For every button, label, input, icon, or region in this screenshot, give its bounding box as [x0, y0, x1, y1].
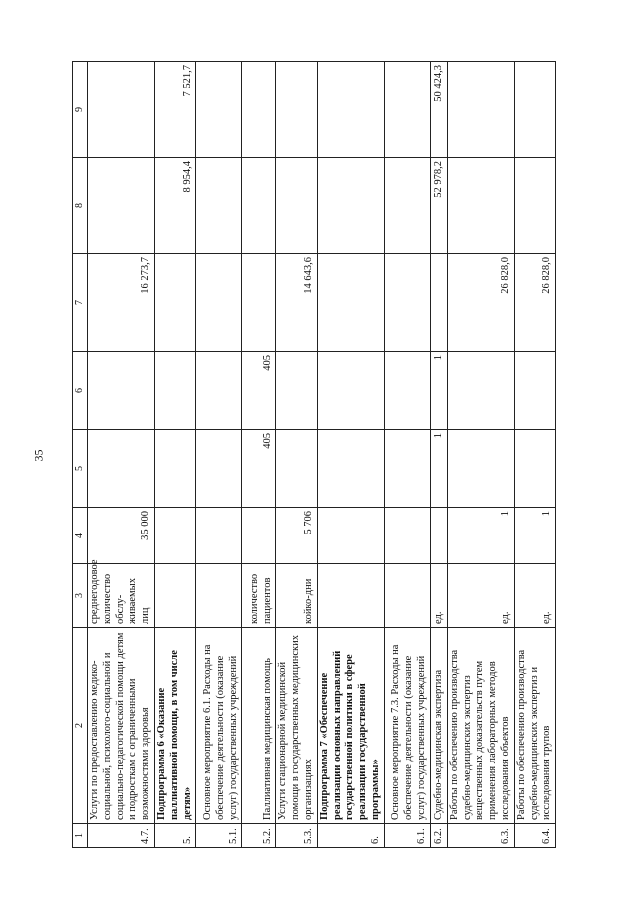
row-col5	[384, 430, 430, 508]
table-row	[276, 62, 317, 848]
row-col6	[154, 352, 195, 430]
table-row	[196, 62, 242, 848]
row-col6	[196, 352, 242, 430]
row-col4	[384, 508, 430, 564]
row-col4: 5 706	[276, 508, 317, 564]
services-table	[72, 61, 556, 848]
row-col6	[88, 352, 155, 430]
row-col8	[514, 158, 555, 254]
row-unit: среднегодовое количество обслу-живаемых лиц	[88, 564, 155, 628]
row-col7	[154, 254, 195, 352]
row-number: 6.3.	[447, 824, 514, 848]
row-unit: ед.	[430, 564, 447, 628]
row-number: 4.7.	[88, 824, 155, 848]
header-cell: 7	[73, 254, 88, 352]
row-col6	[384, 352, 430, 430]
page-number: 35	[31, 449, 46, 462]
row-col7: 14 643,6	[276, 254, 317, 352]
row-name: Подпрограмма 6 «Оказание паллиативной помощи, в том числе детям»	[154, 628, 195, 824]
row-unit	[317, 564, 384, 628]
row-col4	[242, 508, 276, 564]
row-col4	[196, 508, 242, 564]
row-col7	[317, 254, 384, 352]
row-name: Основное мероприятие 7.3. Расходы на обеспечение деятельности (оказание услуг) государственных учреждений	[384, 628, 430, 824]
row-col8	[88, 158, 155, 254]
row-col7: 26 828,0	[514, 254, 555, 352]
row-col8: 8 954,4	[154, 158, 195, 254]
row-col8	[242, 158, 276, 254]
row-col9	[276, 62, 317, 158]
row-col7: 26 828,0	[447, 254, 514, 352]
row-col4: 1	[514, 508, 555, 564]
table-row	[447, 62, 514, 848]
row-name: Судебно-медицинская экспертиза	[430, 628, 447, 824]
table-row	[242, 62, 276, 848]
row-col6: 1	[430, 352, 447, 430]
row-col5	[196, 430, 242, 508]
header-cell: 8	[73, 158, 88, 254]
row-col9	[384, 62, 430, 158]
table-row	[154, 62, 195, 848]
row-col4	[317, 508, 384, 564]
row-col4	[430, 508, 447, 564]
row-col8: 52 978,2	[430, 158, 447, 254]
row-unit: койко-дни	[276, 564, 317, 628]
row-col8	[196, 158, 242, 254]
rotated-table-sheet	[72, 62, 553, 848]
row-col6	[447, 352, 514, 430]
row-name: Основное мероприятие 6.1. Расходы на обеспечение деятельности (оказание услуг) государственных учреждений	[196, 628, 242, 824]
row-col5	[88, 430, 155, 508]
row-name: Услуги по предоставлению медико-социальной, психолого-социальной и социально-педагогической помощи детям и подросткам с ограниченными возможностями здоровья	[88, 628, 155, 824]
row-col6: 405	[242, 352, 276, 430]
row-unit	[154, 564, 195, 628]
row-col5: 405	[242, 430, 276, 508]
table-row	[88, 62, 155, 848]
row-number: 5.	[154, 824, 195, 848]
row-col4: 35 000	[88, 508, 155, 564]
row-col7	[430, 254, 447, 352]
row-name: Паллиативная медицинская помощь	[242, 628, 276, 824]
row-unit: количество пациентов	[242, 564, 276, 628]
row-col7	[196, 254, 242, 352]
row-col9	[514, 62, 555, 158]
row-col8	[447, 158, 514, 254]
row-col9: 50 424,3	[430, 62, 447, 158]
header-cell: 5	[73, 430, 88, 508]
row-col6	[276, 352, 317, 430]
row-col9	[88, 62, 155, 158]
table-row	[384, 62, 430, 848]
row-unit	[196, 564, 242, 628]
row-unit: ед.	[447, 564, 514, 628]
row-name: Услуги стационарной медицинской помощи в государственных медицинских организациях	[276, 628, 317, 824]
row-col5	[447, 430, 514, 508]
row-col4	[154, 508, 195, 564]
row-col6	[317, 352, 384, 430]
row-col8	[384, 158, 430, 254]
row-col9	[447, 62, 514, 158]
row-col4: 1	[447, 508, 514, 564]
row-name: Подпрограмма 7 «Обеспечение реализации основных направлений государственной политики в сфере реализации государственной программы»	[317, 628, 384, 824]
row-name: Работы по обеспечению производства судебно-медицинских экспертиз и исследования трупов	[514, 628, 555, 824]
header-cell: 4	[73, 508, 88, 564]
row-number: 6.2.	[430, 824, 447, 848]
header-cell: 3	[73, 564, 88, 628]
row-col9	[317, 62, 384, 158]
row-col5	[154, 430, 195, 508]
row-col9	[196, 62, 242, 158]
row-number: 5.3.	[276, 824, 317, 848]
table-row	[317, 62, 384, 848]
row-col7: 16 273,7	[88, 254, 155, 352]
table-row	[514, 62, 555, 848]
row-col6	[514, 352, 555, 430]
header-cell: 6	[73, 352, 88, 430]
row-number: 6.	[317, 824, 384, 848]
row-unit	[384, 564, 430, 628]
row-number: 6.4.	[514, 824, 555, 848]
row-number: 5.1.	[196, 824, 242, 848]
row-col7	[242, 254, 276, 352]
row-number: 5.2.	[242, 824, 276, 848]
header-cell: 1	[73, 824, 88, 848]
row-col9	[242, 62, 276, 158]
row-unit: ед.	[514, 564, 555, 628]
row-col5	[317, 430, 384, 508]
row-col8	[276, 158, 317, 254]
table-row	[430, 62, 447, 848]
row-col5	[514, 430, 555, 508]
row-col5	[276, 430, 317, 508]
row-col5: 1	[430, 430, 447, 508]
header-row	[73, 62, 88, 848]
row-number: 6.1.	[384, 824, 430, 848]
row-col9: 7 521,7	[154, 62, 195, 158]
row-col8	[317, 158, 384, 254]
header-cell: 9	[73, 62, 88, 158]
header-cell: 2	[73, 628, 88, 824]
row-name: Работы по обеспечению производства судебно-медицинских экспертиз вещественных доказательств путем применения лабораторных методов исследования объектов	[447, 628, 514, 824]
row-col7	[384, 254, 430, 352]
